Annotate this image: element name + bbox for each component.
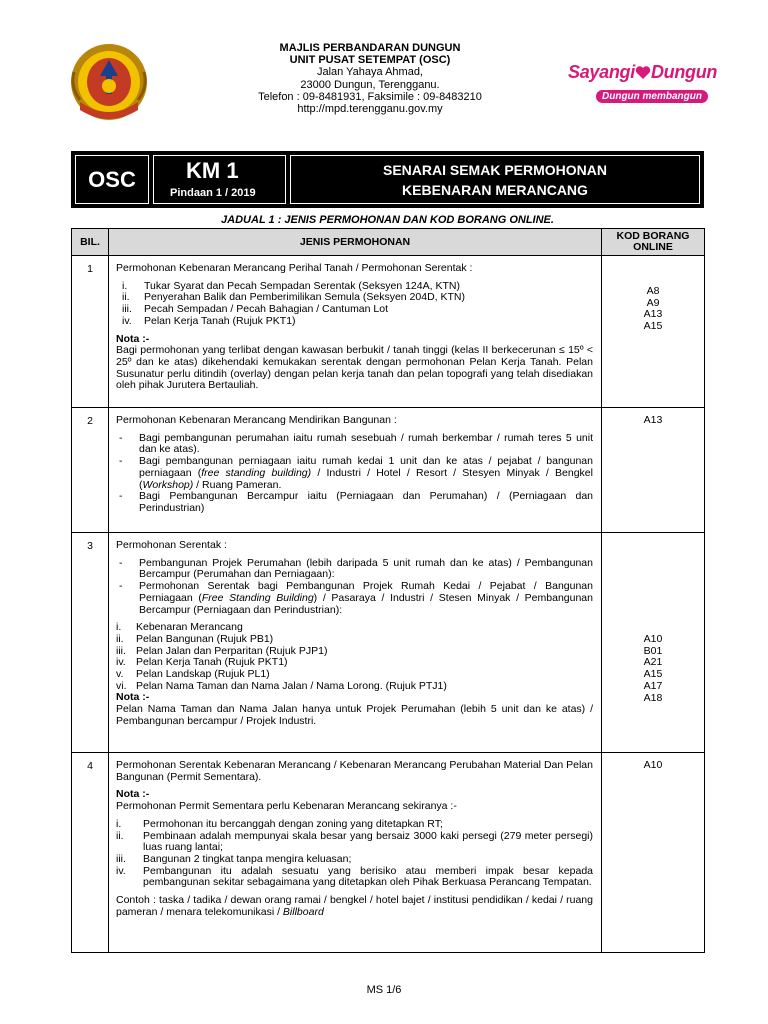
note-label: Nota :- — [116, 691, 150, 704]
list-item: vi. Pelan Nama Taman dan Nama Jalan / Nama Lorong. (Rujuk PTJ1) — [116, 679, 447, 692]
form-code-value: A8 — [646, 285, 660, 297]
note-label: Nota :- — [116, 332, 150, 345]
list-item: - Pembangunan Projek Perumahan (lebih daripada 5 unit rumah dan ke atas) / Pembangunan Bercampur (Perumahan dan Perniagaan): — [119, 556, 593, 581]
dash-list — [116, 558, 593, 617]
form-code-value: A10 — [643, 633, 663, 645]
list-item: iii. Pecah Sempadan / Pecah Bahagian / Cantuman Lot — [122, 303, 389, 316]
osc-label: OSC — [75, 155, 149, 204]
heart-icon — [635, 65, 651, 80]
list-item: iii. Bangunan 2 tingkat tanpa mengira keluasan; — [116, 852, 352, 865]
row-number: 1 — [72, 256, 109, 408]
table-row — [72, 533, 705, 753]
brand-subtitle: Dungun membangun — [596, 90, 708, 103]
list-item: iv. Pelan Kerja Tanah (Rujuk PKT1) — [116, 656, 288, 669]
list-item: ii. Penyerahan Balik dan Pemberimilikan Semula (Seksyen 204D, KTN) — [122, 291, 465, 304]
form-code-value: A21 — [643, 656, 663, 669]
council-crest-icon — [68, 42, 150, 126]
letterhead — [0, 40, 768, 140]
website-link[interactable]: http://mpd.terengganu.gov.my — [297, 103, 443, 116]
form-codes — [602, 753, 705, 953]
table-header-row — [72, 229, 705, 256]
list-item: ii. Pelan Bangunan (Rujuk PB1) — [116, 632, 274, 645]
note-text: Pelan Nama Taman dan Nama Jalan hanya untuk Projek Perumahan (lebih 5 unit dan ke atas) / Pembangunan bercampur / Projek Industri. — [116, 703, 593, 727]
roman-list — [116, 819, 593, 889]
sayangi-dungun-logo — [568, 58, 718, 114]
form-title-line-1: SENARAI SEMAK PERMOHONAN — [382, 162, 607, 178]
phone-fax: Telefon : 09-8481931, Faksimile : 09-8483210 — [258, 90, 482, 103]
list-item: i. Tukar Syarat dan Pecah Sempadan Serentak (Seksyen 124A, KTN) — [122, 279, 460, 292]
application-description — [109, 256, 602, 408]
form-codes — [602, 408, 705, 533]
list-item: - Bagi Pembangunan Bercampur iaitu (Perniagaan dan Perumahan) / (Perniagaan dan Perindustrian) — [119, 490, 593, 514]
form-code-value: A10 — [643, 759, 663, 771]
form-title-bar — [71, 151, 704, 208]
application-description — [109, 408, 602, 533]
list-item: - Bagi pembangunan perumahan iaitu rumah sesebuah / rumah berkembar / rumah teres 5 unit dan ke atas). — [119, 431, 593, 456]
row-intro: Permohonan Kebenaran Merancang Mendirikan Bangunan : — [116, 414, 397, 426]
list-item: v. Pelan Landskap (Rujuk PL1) — [116, 668, 270, 681]
dash-list — [116, 433, 593, 515]
list-item: - Permohonan Serentak bagi Pembangunan Projek Rumah Kedai / Pejabat / Bangunan Perniagaan (Free Standing Building) / Pasaraya / Industri / Stesen Minyak / Pembangunan Bercampur (Perniagaan dan Perindustrian): — [119, 580, 593, 616]
form-code-value: B01 — [643, 644, 663, 657]
note-text: Permohonan Permit Sementara perlu Kebenaran Merancang sekiranya :- — [116, 800, 457, 813]
example-text: Contoh : taska / tadika / dewan orang ramai / bengkel / hotel bajet / institusi pendidikan / kedai / ruang pameran / menara telekomunikasi / Billboard — [116, 894, 593, 918]
org-name: MAJLIS PERBANDARAN DUNGUN — [279, 42, 461, 54]
form-code-value: A13 — [643, 308, 663, 321]
unit-name: UNIT PUSAT SETEMPAT (OSC) — [289, 54, 451, 67]
page-number: MS 1/6 — [366, 984, 402, 996]
form-code-value: A17 — [643, 679, 663, 692]
row-number: 2 — [72, 408, 109, 533]
form-code-value: A13 — [643, 414, 663, 426]
list-item: iv. Pelan Kerja Tanah (Rujuk PKT1) — [122, 314, 296, 327]
form-code-value: A9 — [646, 296, 660, 309]
table-row — [72, 256, 705, 408]
form-title-line-2: KEBENARAN MERANCANG — [402, 182, 588, 198]
list-item: iv. Pembangunan itu adalah sesuatu yang berisiko atau memberi impak besar kepada pembangunan sekitar sebagaimana yang ditetapkan oleh Pihak Berkuasa Perancang Tempatan. — [116, 864, 593, 889]
form-code-box — [153, 155, 286, 204]
amendment-label: Pindaan 1 / 2019 — [170, 187, 256, 199]
list-item: iii. Pelan Jalan dan Perparitan (Rujuk PJP1) — [116, 644, 328, 657]
table-row — [72, 753, 705, 953]
form-code-value: A15 — [643, 320, 663, 333]
application-description — [109, 753, 602, 953]
header-kod: KOD BORANG ONLINE — [602, 229, 705, 256]
header-jenis: JENIS PERMOHONAN — [109, 229, 602, 256]
form-codes — [602, 533, 705, 753]
list-item: - Bagi pembangunan perniagaan iaitu rumah kedai 1 unit dan ke atas / pejabat / bangunan perniagaan (free standing building) / Industri / Hotel / Resort / Stesyen Minyak / Bengkel (Workshop) / Ruang Pameran. — [119, 455, 593, 491]
form-code-value: A15 — [643, 668, 663, 681]
note-label: Nota :- — [116, 788, 150, 801]
form-code: KM 1 — [186, 158, 239, 183]
form-code-value: A18 — [643, 691, 663, 704]
row-number: 4 — [72, 753, 109, 953]
list-item: ii. Pembinaan adalah mempunyai skala besar yang bersaiz 3000 kaki persegi (279 meter persegi) luas ruang lantai; — [116, 829, 593, 854]
address-line-1: Jalan Yahaya Ahmad, — [316, 66, 423, 79]
note-text: Bagi permohonan yang terlibat dengan kawasan berbukit / tanah tinggi (kelas II berkecerunan ≤ 15º < 25º dan ke atas) dikehendaki kemukakan serentak dengan permohonan Pelan Kerja Tanah. Pelan Susunatur perlu ditindih (overlay) dengan pelan kerja tanah dan pelan topografi yang telah disediakan oleh pihak Jurutera Bertauliah. — [116, 344, 593, 392]
row-intro: Permohonan Serentak Kebenaran Merancang / Kebenaran Merancang Perubahan Material Dan Pelan Bangunan (Permit Sementara). — [116, 759, 593, 783]
council-address-block — [200, 42, 540, 115]
form-codes — [602, 256, 705, 408]
address-line-2: 23000 Dungun, Terengganu. — [300, 78, 440, 91]
list-item: i. Kebenaran Merancang — [116, 621, 243, 634]
row-number: 3 — [72, 533, 109, 753]
application-types-table — [71, 228, 705, 953]
brand-slogan: Sayangi Dungun — [568, 62, 718, 82]
schedule-title: JADUAL 1 : JENIS PERMOHONAN DAN KOD BORANG ONLINE. — [221, 214, 554, 226]
application-description — [109, 533, 602, 753]
list-item: i. Permohonan itu bercanggah dengan zoning yang ditetapkan RT; — [116, 817, 443, 830]
roman-list — [116, 281, 593, 328]
table-row — [72, 408, 705, 533]
row-intro: Permohonan Serentak : — [116, 539, 227, 551]
roman-list — [116, 622, 593, 692]
form-title — [290, 155, 700, 204]
header-bil: BIL. — [72, 229, 109, 256]
row-intro: Permohonan Kebenaran Merancang Perihal Tanah / Permohonan Serentak : — [116, 262, 473, 274]
